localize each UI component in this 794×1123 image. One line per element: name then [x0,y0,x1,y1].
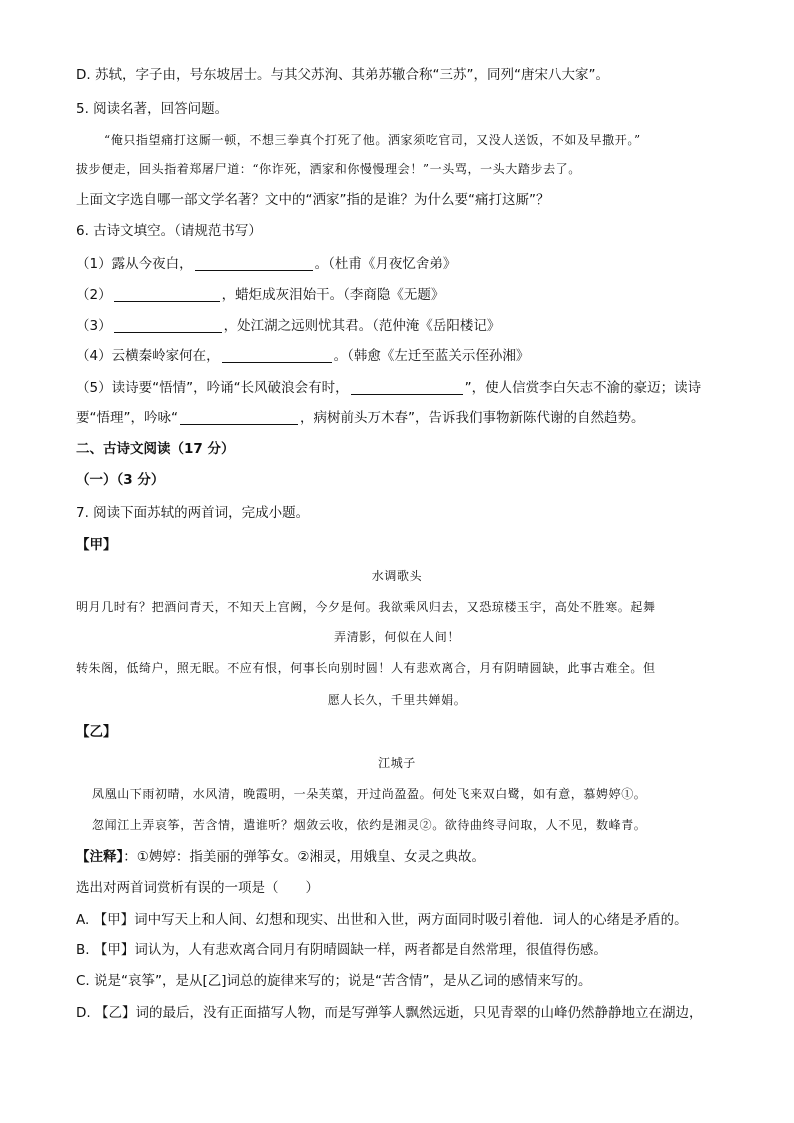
poem-jia-line-4: 愿人长久，千里共婵娟。 [327,693,467,707]
poem-jia-line-2: 弄清影，何似在人间！ [333,630,460,644]
fill-item-3 [76,318,500,336]
question-6-heading: 6. 古诗文填空。（请规范书写） [76,223,262,239]
annotation-text: ：①娉婷：指美丽的弹筝女。②湘灵，用娥皇、女灵之典故。 [123,849,485,865]
option-c[interactable]: C. 说是“哀筝”，是从[乙]词总的旋律来写的；说是“苦含情”，是从乙词的感情来写的。 [76,973,592,989]
poem-jia-line-1: 明月几时有？把酒问青天，不知天上宫阙，今夕是何。我欲乘风归去，又恐琼楼玉宇，高处不胜寒。起舞 [76,600,656,614]
fill-item-5-suffix: ”，使人信赏李白矢志不渝的豪迈；读诗 [464,380,702,396]
poem-yi-title: 江城子 [378,756,416,770]
question-5-prompt: 上面文字选自哪一部文学名著？文中的“洒家”指的是谁？为什么要“痛打这厮”？ [76,192,550,208]
option-d-line: D. 苏轼，字子由，号东坡居士。与其父苏洵、其弟苏辙合称“三苏”，同列“唐宋八大家”。 [76,67,609,83]
poem-yi-line-1: 凤凰山下雨初晴，水风清，晚霞明，一朵芙蕖，开过尚盈盈。何处飞来双白鹭，如有意，慕娉婷①。 [92,787,647,801]
poem-jia-line-3: 转朱阁，低绮户，照无眠。不应有恨，何事长向别时圆！人有悲欢离合，月有阴晴圆缺，此事古难全。但 [76,661,656,675]
fill-item-3-prefix: （3） [76,318,112,334]
fill-item-4-prefix: （4）云横秦岭家何在， [76,348,220,364]
poem-jia-title: 水调歌头 [371,569,423,583]
subsection-1-heading: （一）（3 分） [76,472,165,488]
fill-item-5-cont-prefix: 要“悟理”，吟咏“ [76,410,178,426]
excerpt-line-1: “俺只指望痛打这厮一顿，不想三拳真个打死了他。洒家须吃官司，又没人送饭，不如及早撒开。” [104,133,641,147]
option-a[interactable]: A. 【甲】词中写天上和人间、幻想和现实、出世和入世，两方面同时吸引着他．词人的心绪是矛盾的。 [76,912,688,928]
answer-blank-2[interactable] [114,287,220,302]
fill-item-1-prefix: （1）露从今夜白， [76,256,193,272]
fill-item-5-cont [76,410,644,428]
fill-item-4 [76,348,529,366]
poem-yi-line-2: 忽闻江上弄哀筝，苦含情，遣谁听？烟敛云收，依约是湘灵②。欲待曲终寻问取，人不见，数峰青。 [92,818,647,832]
fill-item-2-prefix: （2） [76,287,112,303]
answer-blank-5[interactable] [351,380,463,395]
fill-item-5-cont-suffix: ，病树前头万木春”，告诉我们事物新陈代谢的自然趋势。 [299,410,645,426]
fill-item-1-suffix: 。（杜甫《月夜忆舍弟》 [314,256,457,272]
option-b[interactable]: B. 【甲】词认为，人有悲欢离合同月有阴晴圆缺一样，两者都是自然常理，很值得伤感。 [76,942,607,958]
fill-item-1 [76,256,456,274]
section-2-heading: 二、古诗文阅读（17 分） [76,441,235,457]
fill-item-4-suffix: 。（韩愈《左迁至蓝关示侄孙湘》 [333,348,530,364]
fill-item-3-suffix: ，处江湖之远则忧其君。（范仲淹《岳阳楼记》 [223,318,501,334]
question-5-heading: 5. 阅读名著，回答问题。 [76,101,229,117]
label-yi: 【乙】 [76,724,117,740]
fill-item-2 [76,287,444,305]
label-jia: 【甲】 [76,537,117,553]
question-7-heading: 7. 阅读下面苏轼的两首词，完成小题。 [76,505,310,521]
question-7-prompt: 选出对两首词赏析有误的一项是（ ） [76,880,319,896]
excerpt-line-2: 拔步便走，回头指着郑屠尸道：“你诈死，洒家和你慢慢理会！”一头骂，一头大踏步去了。 [76,162,581,176]
answer-blank-4[interactable] [222,348,332,363]
answer-blank-6[interactable] [180,410,298,425]
annotation-label: 【注释】 [76,849,124,865]
fill-item-2-suffix: ，蜡炬成灰泪始干。（李商隐《无题》 [221,287,445,303]
annotation [76,849,485,867]
fill-item-5 [76,380,701,398]
fill-item-5-prefix: （5）读诗要“悟情”，吟诵“长风破浪会有时， [76,380,349,396]
answer-blank-1[interactable] [195,256,313,271]
option-d[interactable]: D. 【乙】词的最后，没有正面描写人物，而是写弹筝人飘然远逝，只见青翠的山峰仍然静静地立在湖边， [76,1005,703,1021]
answer-blank-3[interactable] [114,318,222,333]
